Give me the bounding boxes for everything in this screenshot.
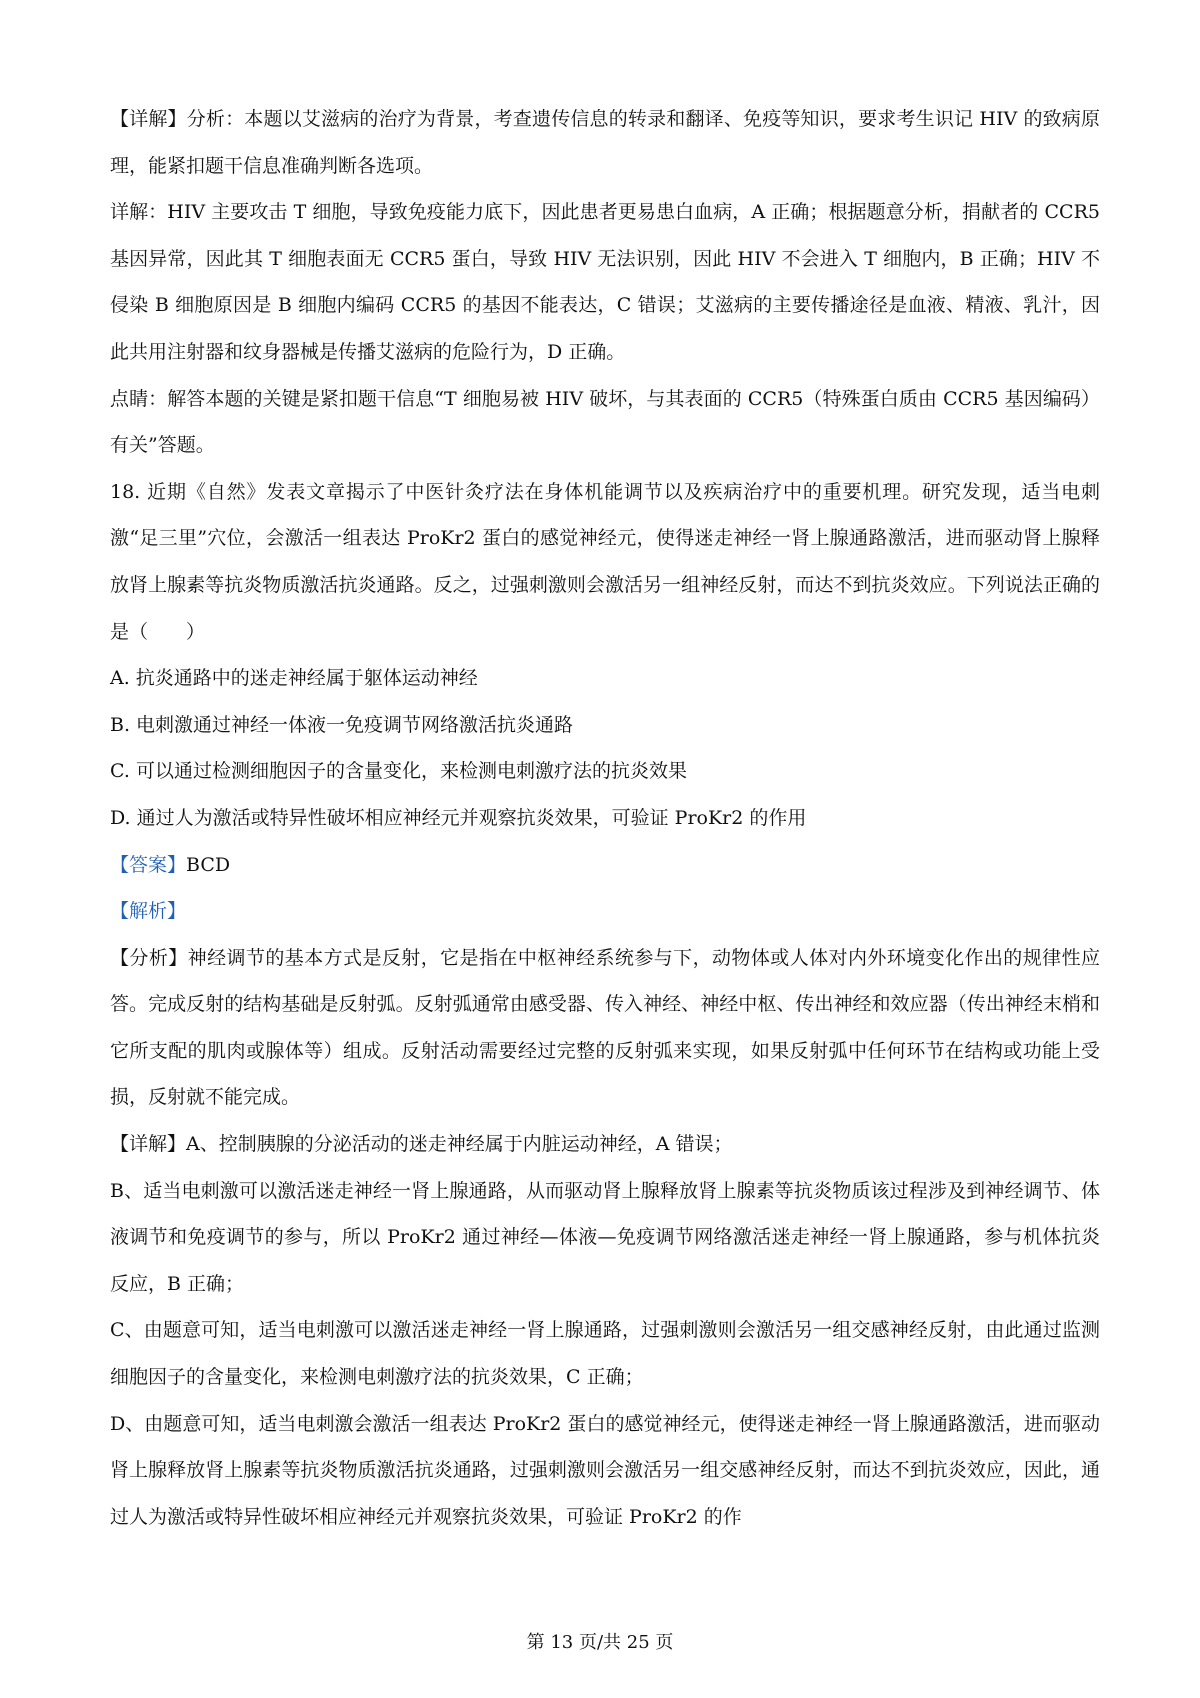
answer-label: 【答案】: [110, 853, 187, 876]
page-footer: 第 13 页/共 25 页: [526, 1632, 674, 1653]
detail-c-paragraph: C、由题意可知，适当电刺激可以激活迷走神经一肾上腺通路，过强刺激则会激活另一组交感神经反射，由此通过监测细胞因子的含量变化，来检测电刺激疗法的抗炎效果，C 正确；: [110, 1319, 1100, 1389]
key-point-paragraph: 点睛：解答本题的关键是紧扣题干信息“T 细胞易被 HIV 破坏，与其表面的 CCR5（特殊蛋白质由 CCR5 基因编码）有关”答题。: [110, 387, 1100, 457]
detail-d-paragraph: D、由题意可知，适当电刺激会激活一组表达 ProKr2 蛋白的感觉神经元，使得迷走神经一肾上腺通路激活，进而驱动肾上腺释放肾上腺素等抗炎物质激活抗炎通路，过强刺激则会激活另一组交感神经反射，而达不到抗炎效应，因此，通过人为激活或特异性破坏相应神经元并观察抗炎效果，可验证 ProKr2 的作: [110, 1412, 1100, 1528]
detail-b-paragraph: B、适当电刺激可以激活迷走神经一肾上腺通路，从而驱动肾上腺释放肾上腺素等抗炎物质该过程涉及到神经调节、体液调节和免疫调节的参与，所以 ProKr2 通过神经—体液—免疫调节网络激活迷走神经一肾上腺通路，参与机体抗炎反应，B 正确；: [110, 1179, 1100, 1295]
explanation-paragraph: 详解：HIV 主要攻击 T 细胞，导致免疫能力底下，因此患者更易患白血病，A 正确；根据题意分析，捐献者的 CCR5 基因异常，因此其 T 细胞表面无 CCR5 蛋白，导致 HIV 无法识别，因此 HIV 不会进入 T 细胞内，B 正确；HIV 不侵染 B 细胞原因是 B 细胞内编码 CCR5 的基因不能表达，C 错误；艾滋病的主要传播途径是血液、精液、乳汁，因此共用注射器和纹身器械是传播艾滋病的危险行为，D 正确。: [110, 201, 1100, 363]
detail-a-paragraph: 【详解】A、控制胰腺的分泌活动的迷走神经属于内脏运动神经，A 错误；: [110, 1133, 733, 1156]
question-18-stem: 18. 近期《自然》发表文章揭示了中医针灸疗法在身体机能调节以及疾病治疗中的重要机理。研究发现，适当电刺激“足三里”穴位，会激活一组表达 ProKr2 蛋白的感觉神经元，使得迷走神经一肾上腺通路激活，进而驱动肾上腺释放肾上腺素等抗炎物质激活抗炎通路。反之，过强刺激则会激活另一组神经反射，而达不到抗炎效应。下列说法正确的是（ ）: [110, 480, 1100, 643]
analysis-section-paragraph: 【分析】神经调节的基本方式是反射，它是指在中枢神经系统参与下，动物体或人体对内外环境变化作出的规律性应答。完成反射的结构基础是反射弧。反射弧通常由感受器、传入神经、神经中枢、传出神经和效应器（传出神经末梢和它所支配的肌肉或腺体等）组成。反射活动需要经过完整的反射弧来实现，如果反射弧中任何环节在结构或功能上受损，反射就不能完成。: [110, 946, 1100, 1109]
option-d: D. 通过人为激活或特异性破坏相应神经元并观察抗炎效果，可验证 ProKr2 的作用: [110, 806, 807, 829]
document-body: [110, 96, 1100, 1540]
option-c: C. 可以通过检测细胞因子的含量变化，来检测电刺激疗法的抗炎效果: [110, 760, 687, 783]
option-b: B. 电刺激通过神经一体液一免疫调节网络激活抗炎通路: [110, 713, 574, 736]
answer-line: [110, 842, 1100, 889]
answer-value: BCD: [186, 853, 231, 876]
option-a: A. 抗炎通路中的迷走神经属于躯体运动神经: [110, 667, 478, 690]
analysis-paragraph: 【详解】分析：本题以艾滋病的治疗为背景，考查遗传信息的转录和翻译、免疫等知识，要求考生识记 HIV 的致病原理，能紧扣题干信息准确判断各选项。: [110, 108, 1100, 177]
analysis-label: 【解析】: [110, 900, 187, 923]
